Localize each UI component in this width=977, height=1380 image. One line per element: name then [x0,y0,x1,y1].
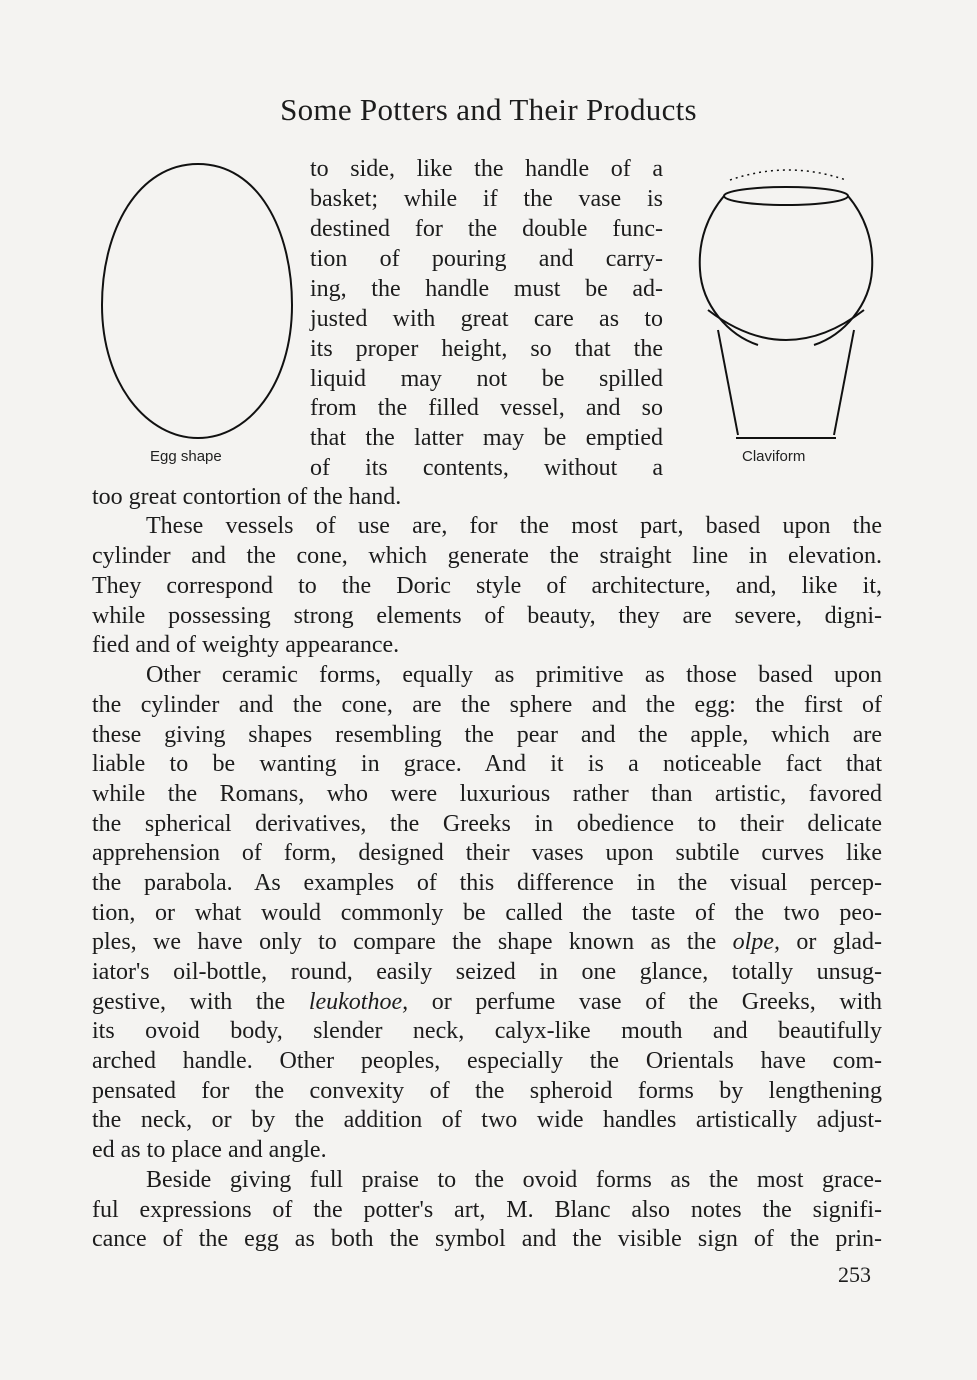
text-line: these giving shapes resembling the pear and the apple, which are [92,722,882,748]
text-line: tion of pouring and carry- [310,246,663,272]
text-line: from the filled vessel, and so [310,395,663,421]
text-line: the spherical derivatives, the Greeks in obedience to their delicate [92,811,882,837]
text-line: the neck, or by the addition of two wide handles artistically adjust- [92,1107,882,1133]
text-line: iator's oil-bottle, round, easily seized in one glance, totally unsug- [92,959,882,985]
leukothoe-term: leukothoe, [308,989,409,1015]
running-head: Some Potters and Their Products [280,92,697,127]
text-segment: or glad- [779,929,883,955]
text-line: that the latter may be emptied [310,425,663,451]
text-segment: ples, we have only to compare the shape known as the [92,929,733,955]
text-line: Beside giving full praise to the ovoid forms as the most grace- [146,1167,882,1193]
text-line: These vessels of use are, for the most part, based upon the [146,513,882,539]
text-line: of its contents, without a [310,455,663,481]
text-line: ful expressions of the potter's art, M. Blanc also notes the signifi- [92,1197,882,1223]
text-line: ing, the handle must be ad- [310,276,663,302]
text-line: to side, like the handle of a [310,156,663,182]
text-line: while possessing strong elements of beauty, they are severe, digni- [92,603,882,629]
text-line: too great contortion of the hand. [92,484,402,510]
text-line-leukothoe [92,987,882,1017]
text-segment: or perfume vase of the Greeks, with [408,989,882,1015]
text-line: fied and of weighty appearance. [92,632,400,658]
text-line: cylinder and the cone, which generate the straight line in elevation. [92,543,882,569]
text-line: liquid may not be spilled [310,366,663,392]
text-segment: gestive, with the [92,989,309,1015]
text-line: its proper height, so that the [310,336,663,362]
egg-shape-figure [98,160,298,442]
text-line: arched handle. Other peoples, especially the Orientals have com- [92,1048,882,1074]
text-line: liable to be wanting in grace. And it is a noticeable fact that [92,751,882,777]
text-line: justed with great care as to [310,306,663,332]
claviform-drawing [688,160,880,445]
text-line: pensated for the convexity of the spheroid forms by lengthening [92,1078,882,1104]
claviform-figure [688,160,880,445]
text-line: Other ceramic forms, equally as primitive as those based upon [146,662,882,688]
claviform-caption: Claviform [742,448,806,465]
text-line: the parabola. As examples of this difference in the visual percep- [92,870,882,896]
text-line: apprehension of form, designed their vases upon subtile curves like [92,840,882,866]
text-line: They correspond to the Doric style of architecture, and, like it, [92,573,882,599]
text-line: cance of the egg as both the symbol and the visible sign of the prin- [92,1226,882,1252]
text-line: its ovoid body, slender neck, calyx-like mouth and beautifully [92,1018,882,1044]
text-line: tion, or what would commonly be called the taste of the two peo- [92,900,882,926]
text-line: while the Romans, who were luxurious rather than artistic, favored [92,781,882,807]
text-line: destined for the double func- [310,216,663,242]
text-line-olpe [92,927,882,957]
olpe-term: olpe, [732,929,780,955]
text-line: basket; while if the vase is [310,186,663,212]
egg-shape-caption: Egg shape [150,448,222,465]
text-line: the cylinder and the cone, are the sphere and the egg: the first of [92,692,882,718]
page-number: 253 [838,1262,871,1287]
egg-shape-drawing [98,160,298,442]
text-line: ed as to place and angle. [92,1137,327,1163]
